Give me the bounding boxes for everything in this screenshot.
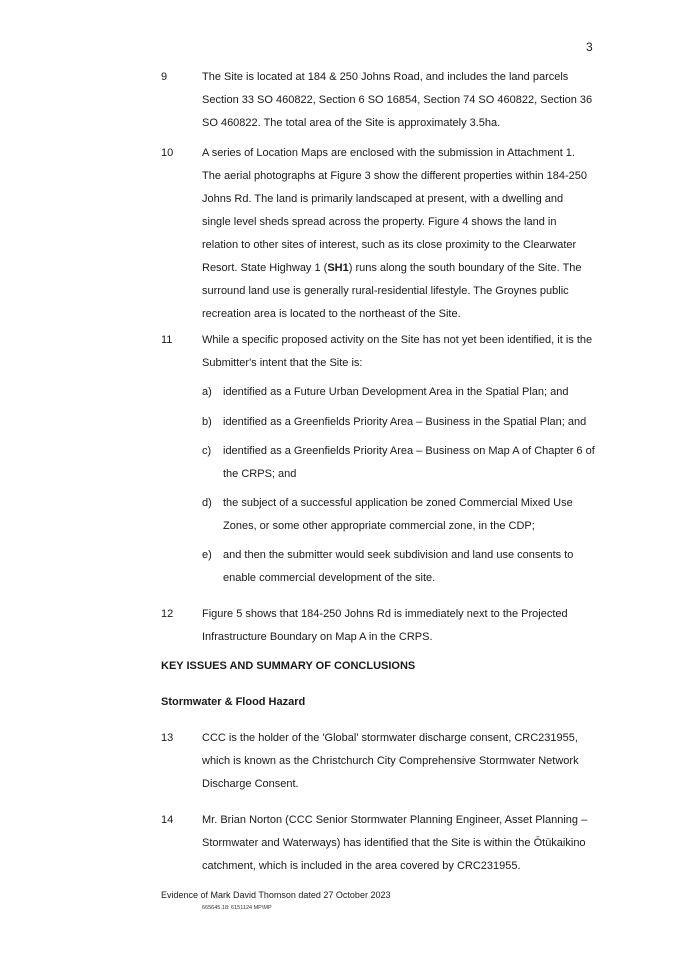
paragraph-number: 9	[161, 71, 168, 83]
paragraph-text: Figure 5 shows that 184-250 Johns Rd is immediately next to the Projected Infrastructure Boundary on Map A in the CRPS.	[202, 608, 568, 643]
list-item-text: and then the submitter would seek subdivision and land use consents to enable commercial development of the site.	[223, 549, 574, 584]
list-item-text: the subject of a successful application be zoned Commercial Mixed Use Zones, or some other appropriate commercial zone, in the CDP;	[223, 497, 573, 532]
paragraph-text: CCC is the holder of the 'Global' stormwater discharge consent, CRC231955, which is known as the Christchurch City Comprehensive Stormwater Network Discharge Consent.	[202, 732, 579, 790]
abbreviation-bold: SH1	[327, 262, 349, 274]
paragraph-number: 13	[161, 732, 174, 744]
list-item-text: identified as a Greenfields Priority Area – Business on Map A of Chapter 6 of the CRPS; and	[223, 445, 595, 480]
footer-reference: 665645.18: 6151124 MP\MP	[202, 905, 272, 911]
paragraph-text: The Site is located at 184 & 250 Johns Road, and includes the land parcels Section 33 SO 460822, Section 6 SO 16854, Section 74 SO 460822, Section 36 SO 460822. The total area of the Site is approximately 3.5ha.	[202, 71, 593, 129]
list-item-label: b)	[202, 416, 212, 428]
section-heading: KEY ISSUES AND SUMMARY OF CONCLUSIONS	[161, 660, 416, 672]
list-item-label: d)	[202, 497, 212, 509]
subsection-heading: Stormwater & Flood Hazard	[161, 696, 306, 708]
footer-text: Evidence of Mark David Thomson dated 27 October 2023	[161, 890, 391, 900]
paragraph-number: 12	[161, 608, 174, 620]
list-item-text: identified as a Future Urban Development Area in the Spatial Plan; and	[223, 386, 569, 398]
paragraph-number: 10	[161, 147, 174, 159]
paragraph-text: While a specific proposed activity on the Site has not yet been identified, it is the Submitter's intent that the Site is:	[202, 334, 593, 369]
paragraph-number: 11	[161, 334, 173, 346]
paragraph-text: Mr. Brian Norton (CCC Senior Stormwater Planning Engineer, Asset Planning – Stormwater and Waterways) has identified that the Site is within the Ōtūkaikino catchment, which is included in the area covered by CRC231955.	[202, 814, 588, 872]
paragraph-number: 14	[161, 814, 174, 826]
list-item-label: c)	[202, 445, 212, 457]
page-number: 3	[586, 40, 593, 54]
list-item-label: e)	[202, 549, 212, 561]
paragraph-text: A series of Location Maps are enclosed with the submission in Attachment 1. The aerial photographs at Figure 3 show the different properties within 184-250 Johns Rd. The land is primarily landscaped at present, with a dwelling and single level sheds spread across the property. Figure 4 shows the land in relation to other sites of interest, such as its close proximity to the Clearwater Resort. State Highway 1 (SH1) runs along the south boundary of the Site. The surround land use is generally rural-residential lifestyle. The Groynes public recreation area is located to the northeast of the Site.	[202, 147, 588, 320]
list-item-label: a)	[202, 386, 212, 398]
list-item-text: identified as a Greenfields Priority Area – Business in the Spatial Plan; and	[223, 416, 587, 428]
